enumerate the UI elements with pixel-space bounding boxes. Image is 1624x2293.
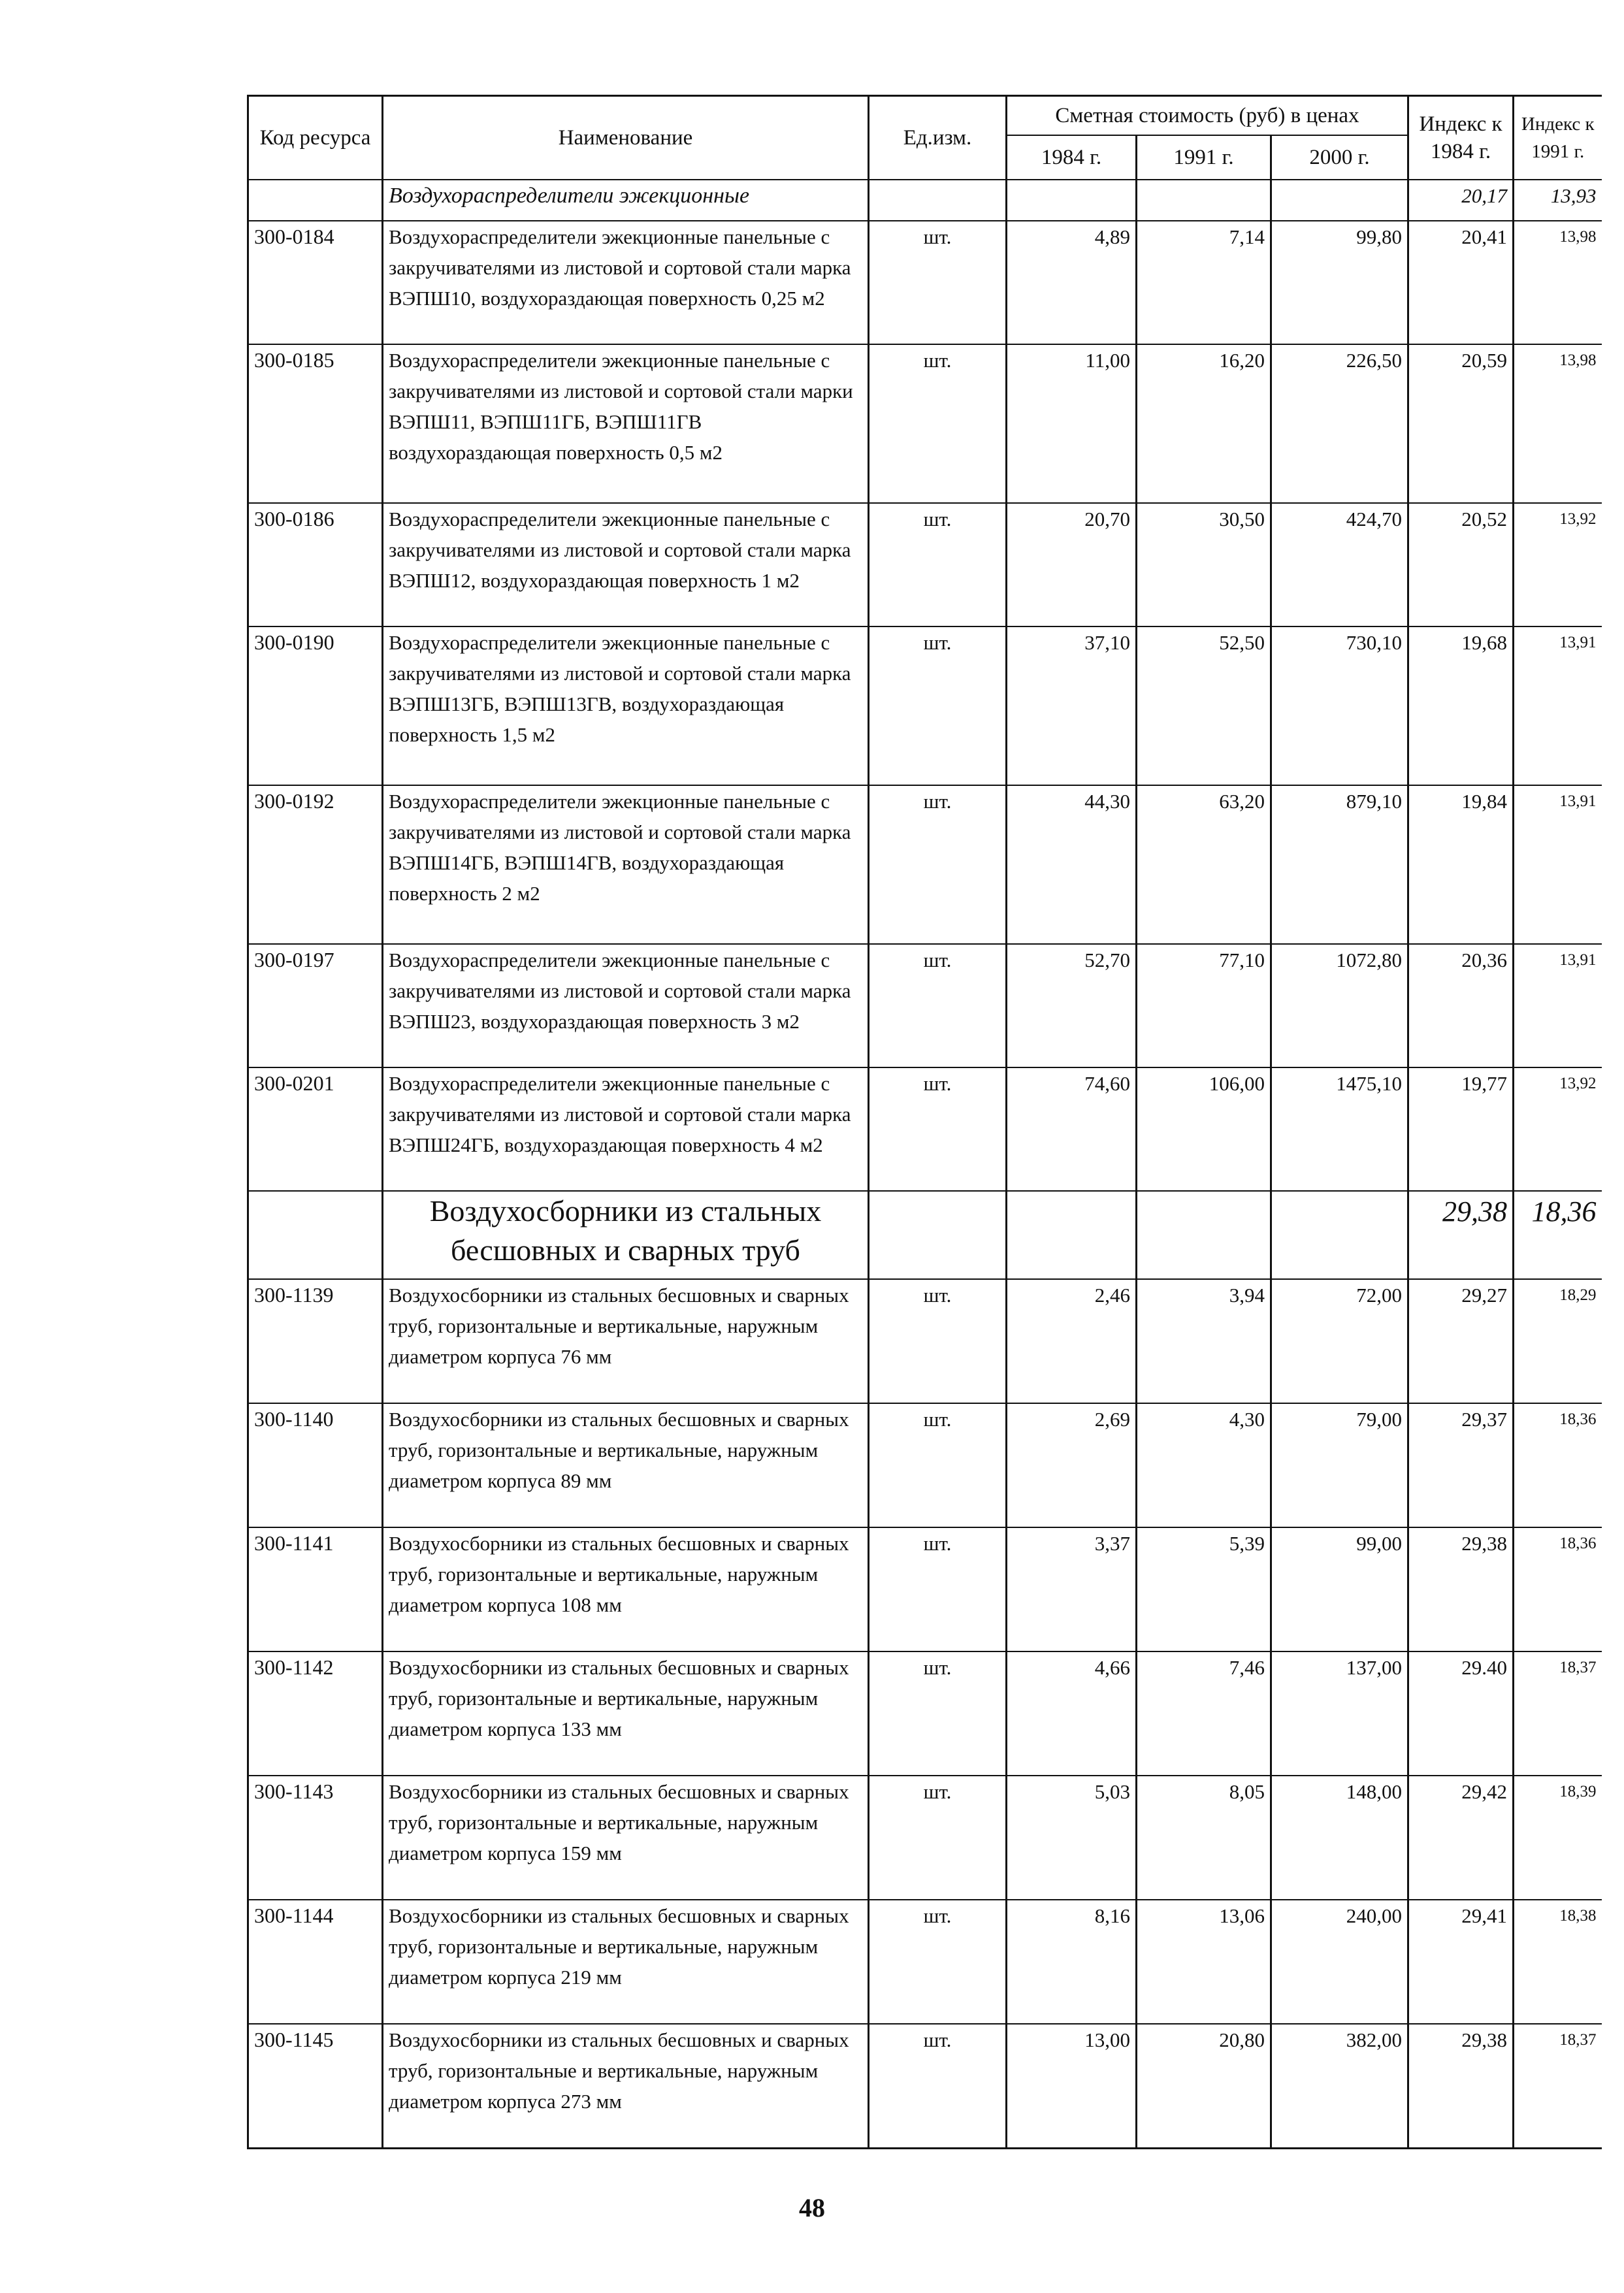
cost-1984: 5,03 bbox=[1007, 1776, 1137, 1900]
unit-cell: шт. bbox=[869, 2024, 1007, 2148]
cost-1991: 20,80 bbox=[1137, 2024, 1271, 2148]
header-row-top bbox=[248, 96, 1602, 136]
unit-cell: шт. bbox=[869, 626, 1007, 785]
header-year-2000: 2000 г. bbox=[1271, 135, 1408, 180]
cost-1984: 4,89 bbox=[1007, 221, 1137, 344]
price-table bbox=[247, 95, 1602, 2149]
cost-1991: 52,50 bbox=[1137, 626, 1271, 785]
header-index-1991: Индекс к 1991 г. bbox=[1514, 96, 1602, 180]
cost-1984: 11,00 bbox=[1007, 344, 1137, 503]
cost-2000: 148,00 bbox=[1271, 1776, 1408, 1900]
index-1984: 29,27 bbox=[1408, 1279, 1514, 1403]
index-1984: 19,77 bbox=[1408, 1067, 1514, 1191]
group-index-1991: 13,93 bbox=[1514, 180, 1602, 221]
resource-name: Воздухораспределители эжекционные панельные с закручивателями из листовой и сортовой стали марка ВЭПШ13ГБ, ВЭПШ13ГВ, воздухораздающая поверхность 1,5 м2 bbox=[383, 626, 869, 785]
cost-1991: 8,05 bbox=[1137, 1776, 1271, 1900]
cost-1991: 30,50 bbox=[1137, 503, 1271, 626]
header-index-1984: Индекс к 1984 г. bbox=[1408, 96, 1514, 180]
resource-name: Воздухосборники из стальных бесшовных и сварных труб, горизонтальные и вертикальные, наружным диаметром корпуса 89 мм bbox=[383, 1403, 869, 1527]
index-1984: 29,38 bbox=[1408, 2024, 1514, 2148]
resource-name: Воздухораспределители эжекционные панельные с закручивателями из листовой и сортовой стали марка ВЭПШ14ГБ, ВЭПШ14ГВ, воздухораздающая поверхность 2 м2 bbox=[383, 785, 869, 944]
unit-cell: шт. bbox=[869, 1067, 1007, 1191]
cost-2000: 137,00 bbox=[1271, 1651, 1408, 1776]
index-1991: 18,38 bbox=[1514, 1900, 1602, 2024]
index-1991: 18,37 bbox=[1514, 1651, 1602, 1776]
table-row bbox=[248, 626, 1602, 785]
resource-code: 300-1141 bbox=[248, 1527, 383, 1651]
unit-cell: шт. bbox=[869, 1279, 1007, 1403]
resource-code: 300-0186 bbox=[248, 503, 383, 626]
group-row bbox=[248, 1191, 1602, 1279]
cost-2000: 730,10 bbox=[1271, 626, 1408, 785]
cost-1984: 8,16 bbox=[1007, 1900, 1137, 2024]
group-row bbox=[248, 180, 1602, 221]
index-1991: 18,39 bbox=[1514, 1776, 1602, 1900]
cost-1991: 7,46 bbox=[1137, 1651, 1271, 1776]
resource-name: Воздухосборники из стальных бесшовных и сварных труб, горизонтальные и вертикальные, наружным диаметром корпуса 108 мм bbox=[383, 1527, 869, 1651]
cost-1984: 3,37 bbox=[1007, 1527, 1137, 1651]
index-1991: 13,98 bbox=[1514, 344, 1602, 503]
unit-cell: шт. bbox=[869, 1403, 1007, 1527]
group-cost-1991 bbox=[1137, 1191, 1271, 1279]
resource-name: Воздухосборники из стальных бесшовных и сварных труб, горизонтальные и вертикальные, наружным диаметром корпуса 159 мм bbox=[383, 1776, 869, 1900]
table-row bbox=[248, 1776, 1602, 1900]
cost-2000: 79,00 bbox=[1271, 1403, 1408, 1527]
header-cost-group: Сметная стоимость (руб) в ценах bbox=[1007, 96, 1408, 136]
index-1984: 29,42 bbox=[1408, 1776, 1514, 1900]
group-cost-2000 bbox=[1271, 180, 1408, 221]
index-1991: 13,98 bbox=[1514, 221, 1602, 344]
cost-1991: 106,00 bbox=[1137, 1067, 1271, 1191]
cost-1991: 77,10 bbox=[1137, 944, 1271, 1067]
index-1991: 18,37 bbox=[1514, 2024, 1602, 2148]
index-1984: 29,38 bbox=[1408, 1527, 1514, 1651]
table-row bbox=[248, 221, 1602, 344]
resource-code: 300-0185 bbox=[248, 344, 383, 503]
table-row bbox=[248, 944, 1602, 1067]
resource-code: 300-1142 bbox=[248, 1651, 383, 1776]
resource-code: 300-0190 bbox=[248, 626, 383, 785]
table-row bbox=[248, 785, 1602, 944]
index-1991: 18,29 bbox=[1514, 1279, 1602, 1403]
group-cost-1991 bbox=[1137, 180, 1271, 221]
cost-1984: 20,70 bbox=[1007, 503, 1137, 626]
index-1984: 20,52 bbox=[1408, 503, 1514, 626]
group-title: Воздухораспределители эжекционные bbox=[383, 180, 869, 221]
table-row bbox=[248, 1279, 1602, 1403]
table-row bbox=[248, 1900, 1602, 2024]
cost-1984: 2,69 bbox=[1007, 1403, 1137, 1527]
index-1984: 29,41 bbox=[1408, 1900, 1514, 2024]
unit-cell: шт. bbox=[869, 1776, 1007, 1900]
unit-cell: шт. bbox=[869, 1651, 1007, 1776]
index-1984: 29.40 bbox=[1408, 1651, 1514, 1776]
table-row bbox=[248, 503, 1602, 626]
index-1984: 19,68 bbox=[1408, 626, 1514, 785]
header-code: Код ресурса bbox=[248, 96, 383, 180]
cost-1984: 2,46 bbox=[1007, 1279, 1137, 1403]
table-row bbox=[248, 1651, 1602, 1776]
cost-2000: 72,00 bbox=[1271, 1279, 1408, 1403]
resource-code: 300-1144 bbox=[248, 1900, 383, 2024]
cost-1991: 4,30 bbox=[1137, 1403, 1271, 1527]
index-1991: 13,91 bbox=[1514, 785, 1602, 944]
resource-name: Воздухосборники из стальных бесшовных и сварных труб, горизонтальные и вертикальные, наружным диаметром корпуса 76 мм bbox=[383, 1279, 869, 1403]
cost-2000: 99,00 bbox=[1271, 1527, 1408, 1651]
index-1984: 29,37 bbox=[1408, 1403, 1514, 1527]
unit-cell: шт. bbox=[869, 944, 1007, 1067]
unit-cell: шт. bbox=[869, 503, 1007, 626]
resource-code: 300-0192 bbox=[248, 785, 383, 944]
table-row bbox=[248, 1527, 1602, 1651]
unit-cell: шт. bbox=[869, 1527, 1007, 1651]
resource-code: 300-1139 bbox=[248, 1279, 383, 1403]
group-code bbox=[248, 180, 383, 221]
cost-1991: 63,20 bbox=[1137, 785, 1271, 944]
index-1984: 20,59 bbox=[1408, 344, 1514, 503]
group-unit bbox=[869, 1191, 1007, 1279]
table-row bbox=[248, 1067, 1602, 1191]
cost-1984: 52,70 bbox=[1007, 944, 1137, 1067]
cost-1984: 74,60 bbox=[1007, 1067, 1137, 1191]
resource-code: 300-0184 bbox=[248, 221, 383, 344]
cost-2000: 240,00 bbox=[1271, 1900, 1408, 2024]
resource-name: Воздухосборники из стальных бесшовных и сварных труб, горизонтальные и вертикальные, наружным диаметром корпуса 133 мм bbox=[383, 1651, 869, 1776]
group-unit bbox=[869, 180, 1007, 221]
group-title: Воздухосборники из стальных бесшовных и сварных труб bbox=[383, 1191, 869, 1279]
header-unit: Ед.изм. bbox=[869, 96, 1007, 180]
index-1984: 20,36 bbox=[1408, 944, 1514, 1067]
unit-cell: шт. bbox=[869, 221, 1007, 344]
cost-1984: 4,66 bbox=[1007, 1651, 1137, 1776]
group-code bbox=[248, 1191, 383, 1279]
unit-cell: шт. bbox=[869, 1900, 1007, 2024]
cost-2000: 382,00 bbox=[1271, 2024, 1408, 2148]
group-index-1991: 18,36 bbox=[1514, 1191, 1602, 1279]
cost-1984: 44,30 bbox=[1007, 785, 1137, 944]
cost-2000: 1475,10 bbox=[1271, 1067, 1408, 1191]
cost-1991: 16,20 bbox=[1137, 344, 1271, 503]
group-index-1984: 20,17 bbox=[1408, 180, 1514, 221]
index-1984: 20,41 bbox=[1408, 221, 1514, 344]
resource-name: Воздухораспределители эжекционные панельные с закручивателями из листовой и сортовой стали марки ВЭПШ11, ВЭПШ11ГБ, ВЭПШ11ГВ воздухораздающая поверхность 0,5 м2 bbox=[383, 344, 869, 503]
index-1991: 18,36 bbox=[1514, 1403, 1602, 1527]
table-row bbox=[248, 1403, 1602, 1527]
index-1991: 18,36 bbox=[1514, 1527, 1602, 1651]
group-index-1984: 29,38 bbox=[1408, 1191, 1514, 1279]
resource-code: 300-1140 bbox=[248, 1403, 383, 1527]
cost-2000: 99,80 bbox=[1271, 221, 1408, 344]
unit-cell: шт. bbox=[869, 785, 1007, 944]
cost-1991: 13,06 bbox=[1137, 1900, 1271, 2024]
cost-1991: 3,94 bbox=[1137, 1279, 1271, 1403]
page-number: 48 bbox=[799, 2193, 825, 2222]
group-cost-1984 bbox=[1007, 180, 1137, 221]
resource-name: Воздухораспределители эжекционные панельные с закручивателями из листовой и сортовой стали марка ВЭПШ23, воздухораздающая поверхность 3 м2 bbox=[383, 944, 869, 1067]
group-cost-1984 bbox=[1007, 1191, 1137, 1279]
cost-1991: 5,39 bbox=[1137, 1527, 1271, 1651]
resource-name: Воздухосборники из стальных бесшовных и сварных труб, горизонтальные и вертикальные, наружным диаметром корпуса 219 мм bbox=[383, 1900, 869, 2024]
cost-2000: 879,10 bbox=[1271, 785, 1408, 944]
resource-code: 300-0197 bbox=[248, 944, 383, 1067]
table-row bbox=[248, 344, 1602, 503]
resource-name: Воздухораспределители эжекционные панельные с закручивателями из листовой и сортовой стали марка ВЭПШ12, воздухораздающая поверхность 1 м2 bbox=[383, 503, 869, 626]
table-row bbox=[248, 2024, 1602, 2148]
index-1991: 13,92 bbox=[1514, 503, 1602, 626]
index-1991: 13,91 bbox=[1514, 626, 1602, 785]
resource-name: Воздухосборники из стальных бесшовных и сварных труб, горизонтальные и вертикальные, наружным диаметром корпуса 273 мм bbox=[383, 2024, 869, 2148]
index-1991: 13,92 bbox=[1514, 1067, 1602, 1191]
cost-1984: 37,10 bbox=[1007, 626, 1137, 785]
cost-2000: 1072,80 bbox=[1271, 944, 1408, 1067]
cost-2000: 424,70 bbox=[1271, 503, 1408, 626]
resource-code: 300-0201 bbox=[248, 1067, 383, 1191]
cost-1984: 13,00 bbox=[1007, 2024, 1137, 2148]
cost-2000: 226,50 bbox=[1271, 344, 1408, 503]
unit-cell: шт. bbox=[869, 344, 1007, 503]
resource-code: 300-1143 bbox=[248, 1776, 383, 1900]
group-cost-2000 bbox=[1271, 1191, 1408, 1279]
cost-1991: 7,14 bbox=[1137, 221, 1271, 344]
resource-name: Воздухораспределители эжекционные панельные с закручивателями из листовой и сортовой стали марка ВЭПШ10, воздухораздающая поверхность 0,25 м2 bbox=[383, 221, 869, 344]
header-name: Наименование bbox=[383, 96, 869, 180]
index-1991: 13,91 bbox=[1514, 944, 1602, 1067]
index-1984: 19,84 bbox=[1408, 785, 1514, 944]
resource-name: Воздухораспределители эжекционные панельные с закручивателями из листовой и сортовой стали марка ВЭПШ24ГБ, воздухораздающая поверхность 4 м2 bbox=[383, 1067, 869, 1191]
header-year-1991: 1991 г. bbox=[1137, 135, 1271, 180]
resource-code: 300-1145 bbox=[248, 2024, 383, 2148]
header-year-1984: 1984 г. bbox=[1007, 135, 1137, 180]
